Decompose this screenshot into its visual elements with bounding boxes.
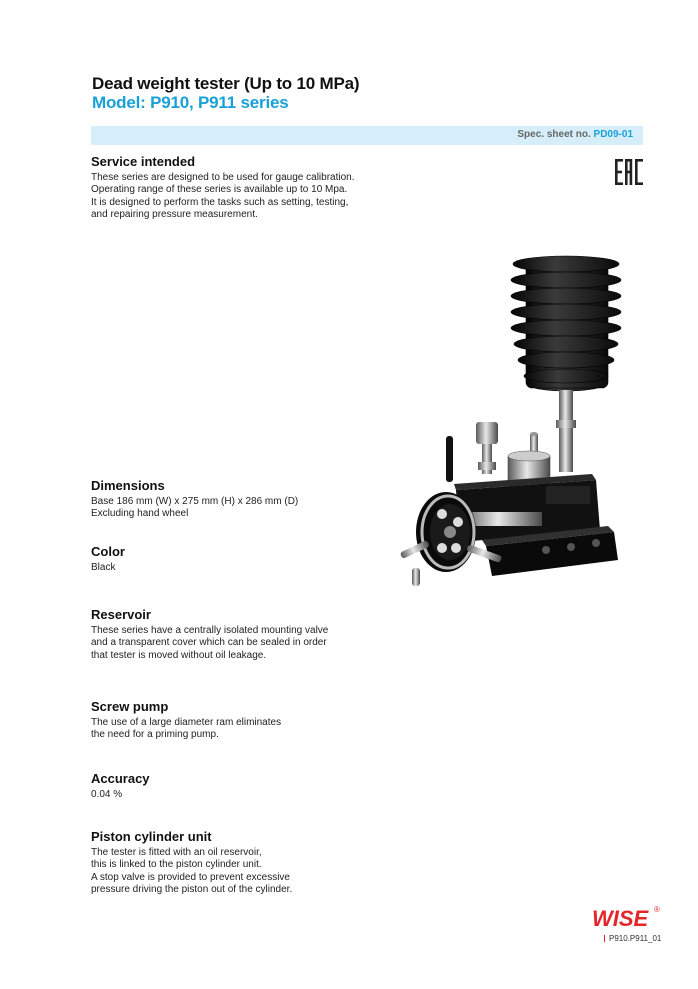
section-line: The use of a large diameter ram eliminates <box>91 717 282 728</box>
footer-divider <box>604 935 605 942</box>
document-code <box>604 934 661 943</box>
svg-text:WISE: WISE <box>592 906 649 931</box>
section-color <box>91 544 411 574</box>
section-heading: Color <box>91 544 125 559</box>
section-line: Excluding hand wheel <box>91 508 189 520</box>
section-line: 0.04 % <box>91 789 123 800</box>
section-heading: Reservoir <box>91 607 151 622</box>
section-piston-cylinder-unit <box>91 829 411 897</box>
section-heading: Screw pump <box>91 699 169 714</box>
section-service-intended <box>91 154 411 222</box>
section-line: Operating range of these series is available up to 10 Mpa. <box>91 184 348 196</box>
section-screw-pump <box>91 699 411 742</box>
section-line: this is linked to the piston cylinder unit. <box>91 859 262 871</box>
section-line: These series are designed to be used for gauge calibration. <box>91 172 355 183</box>
spec-sheet-number <box>517 129 633 140</box>
spec-label: Spec. sheet no. <box>517 129 591 140</box>
section-reservoir <box>91 607 411 662</box>
document-code-text: P910.P911_01 <box>609 934 662 943</box>
section-line: These series have a centrally isolated mounting valve <box>91 625 329 636</box>
section-line: and repairing pressure measurement. <box>91 209 258 221</box>
section-line: A stop valve is provided to prevent excessive <box>91 871 290 883</box>
document-title: Dead weight tester (Up to 10 MPa) <box>92 74 360 93</box>
section-heading: Dimensions <box>91 478 165 493</box>
section-line: Base 186 mm (W) x 275 mm (H) x 286 mm (D) <box>91 496 299 507</box>
dead-weight-tester-image <box>396 250 636 610</box>
section-line: The tester is fitted with an oil reservoir, <box>91 847 262 858</box>
svg-text:®: ® <box>654 905 660 914</box>
section-line: that tester is moved without oil leakage. <box>91 649 267 661</box>
wise-logo <box>590 902 662 932</box>
section-heading: Accuracy <box>91 771 150 786</box>
section-line: and a transparent cover which can be sealed in order <box>91 637 327 649</box>
section-line: It is designed to perform the tasks such as setting, testing, <box>91 196 349 208</box>
model-subtitle: Model: P910, P911 series <box>92 93 289 112</box>
section-accuracy <box>91 771 411 801</box>
section-line: Black <box>91 562 116 573</box>
weight-stack <box>511 256 621 391</box>
section-line: the need for a priming pump. <box>91 729 219 741</box>
eac-certification-mark <box>612 157 646 187</box>
section-heading: Service intended <box>91 154 196 169</box>
section-dimensions <box>91 478 411 521</box>
spec-number: PD09-01 <box>593 129 633 140</box>
section-line: pressure driving the piston out of the cylinder. <box>91 884 293 896</box>
section-heading: Piston cylinder unit <box>91 829 212 844</box>
spec-sheet-bar <box>91 126 643 145</box>
